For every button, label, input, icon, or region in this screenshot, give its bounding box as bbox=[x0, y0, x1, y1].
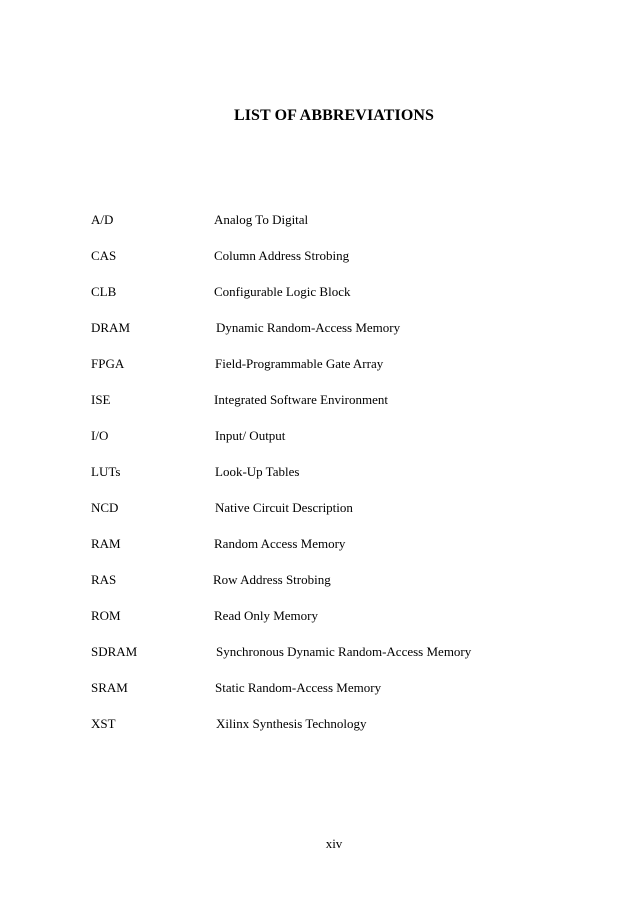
page-title: LIST OF ABBREVIATIONS bbox=[233, 107, 435, 124]
abbreviation-row bbox=[0, 464, 638, 484]
page-number: xiv bbox=[325, 836, 343, 851]
abbreviation-definition: Configurable Logic Block bbox=[214, 284, 351, 299]
abbreviation-row bbox=[0, 608, 638, 628]
abbreviation-row bbox=[0, 680, 638, 700]
abbreviation-row bbox=[0, 572, 638, 592]
abbreviation-row bbox=[0, 284, 638, 304]
abbreviation-row bbox=[0, 644, 638, 664]
abbreviation-term: SDRAM bbox=[91, 644, 138, 659]
abbreviation-term: CAS bbox=[91, 248, 117, 263]
abbreviation-term: ROM bbox=[91, 608, 121, 623]
abbreviation-term: DRAM bbox=[91, 320, 131, 335]
abbreviation-term: XST bbox=[91, 716, 116, 731]
abbreviation-definition: Input/ Output bbox=[215, 428, 286, 443]
abbreviation-term: SRAM bbox=[91, 680, 128, 695]
abbreviation-row bbox=[0, 212, 638, 232]
abbreviation-definition: Native Circuit Description bbox=[215, 500, 353, 515]
abbreviation-term: RAM bbox=[91, 536, 121, 551]
abbreviation-definition: Dynamic Random-Access Memory bbox=[216, 320, 401, 335]
abbreviation-definition: Field-Programmable Gate Array bbox=[215, 356, 384, 371]
abbreviation-term: RAS bbox=[91, 572, 117, 587]
abbreviation-row bbox=[0, 536, 638, 556]
abbreviation-term: I/O bbox=[91, 428, 109, 443]
abbreviation-term: CLB bbox=[91, 284, 117, 299]
abbreviation-definition: Analog To Digital bbox=[214, 212, 309, 227]
abbreviation-definition: Synchronous Dynamic Random-Access Memory bbox=[216, 644, 472, 659]
abbreviation-row bbox=[0, 392, 638, 412]
abbreviation-definition: Row Address Strobing bbox=[213, 572, 331, 587]
abbreviation-term: NCD bbox=[91, 500, 119, 515]
abbreviation-definition: Xilinx Synthesis Technology bbox=[216, 716, 367, 731]
abbreviation-row bbox=[0, 500, 638, 520]
abbreviation-definition: Column Address Strobing bbox=[214, 248, 350, 263]
abbreviation-definition: Integrated Software Environment bbox=[214, 392, 388, 407]
abbreviation-row bbox=[0, 320, 638, 340]
abbreviation-row bbox=[0, 716, 638, 736]
abbreviation-definition: Random Access Memory bbox=[214, 536, 346, 551]
abbreviation-term: A/D bbox=[91, 212, 114, 227]
abbreviation-definition: Look-Up Tables bbox=[215, 464, 300, 479]
abbreviation-term: LUTs bbox=[91, 464, 121, 479]
abbreviation-row bbox=[0, 428, 638, 448]
abbreviation-row bbox=[0, 356, 638, 376]
abbreviation-definition: Static Random-Access Memory bbox=[215, 680, 382, 695]
abbreviation-definition: Read Only Memory bbox=[214, 608, 318, 623]
abbreviation-term: ISE bbox=[91, 392, 111, 407]
abbreviation-term: FPGA bbox=[91, 356, 125, 371]
abbreviation-row bbox=[0, 248, 638, 268]
